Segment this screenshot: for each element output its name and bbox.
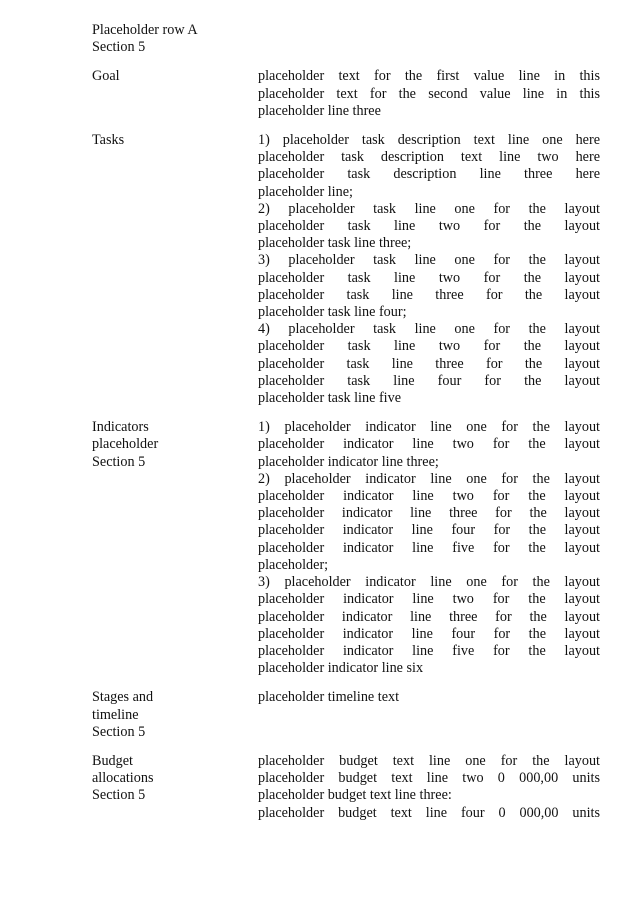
value-line: placeholder task line three; (258, 235, 412, 252)
row (92, 419, 600, 677)
row-label-line: Goal (92, 68, 120, 85)
value-line: placeholder task line two for the layout (258, 338, 600, 355)
value-line: placeholder indicator line five for the layout (258, 539, 600, 556)
value-line: 1) placeholder indicator line one for the layout (258, 419, 600, 436)
row-label (92, 132, 258, 407)
value-line: placeholder indicator line two for the layout (258, 591, 600, 608)
row-label (92, 22, 258, 56)
value-line: placeholder; (258, 556, 329, 573)
value-line: placeholder task line three for the layout (258, 286, 600, 303)
row-label-line: Section 5 (92, 787, 146, 804)
value-line: placeholder indicator line three for the layout (258, 608, 600, 625)
value-line: 4) placeholder task line one for the layout (258, 321, 600, 338)
value-line: placeholder task line four; (258, 304, 407, 321)
value-line: 3) placeholder indicator line one for the layout (258, 574, 600, 591)
row-value (258, 419, 600, 677)
value-line: placeholder indicator line two for the layout (258, 488, 600, 505)
value-line: placeholder task line three for the layout (258, 355, 600, 372)
value-line: placeholder text for the first value line in this (258, 68, 600, 85)
row-label-line: Budget (92, 752, 133, 769)
value-line: 2) placeholder indicator line one for the layout (258, 470, 600, 487)
value-line: placeholder indicator line four for the layout (258, 625, 600, 642)
value-line: 2) placeholder task line one for the layout (258, 200, 600, 217)
row-label-line: Stages and (92, 689, 154, 706)
row-label-line: placeholder (92, 436, 159, 453)
value-line: 1) placeholder task description text line one here (258, 132, 600, 149)
value-line: placeholder line; (258, 183, 353, 200)
value-line: placeholder text for the second value line in this (258, 85, 600, 102)
row-value (258, 132, 600, 407)
row-label-line: Section 5 (92, 39, 146, 56)
row-label-line: Indicators (92, 419, 149, 436)
value-line: placeholder task line four for the layout (258, 372, 600, 389)
row-value (258, 68, 600, 120)
row-label (92, 753, 258, 822)
value-line: placeholder indicator line six (258, 660, 424, 677)
row (92, 132, 600, 407)
value-line: placeholder indicator line three for the layout (258, 505, 600, 522)
row (92, 689, 600, 741)
value-line: placeholder timeline text (258, 689, 400, 706)
value-line: placeholder indicator line three; (258, 453, 439, 470)
value-line: placeholder indicator line four for the layout (258, 522, 600, 539)
value-line: placeholder budget text line four 0 000,00 units (258, 804, 600, 821)
value-line: placeholder task line two for the layout (258, 218, 600, 235)
row (92, 68, 600, 120)
value-line: placeholder indicator line five for the layout (258, 642, 600, 659)
value-line: 3) placeholder task line one for the layout (258, 252, 600, 269)
row-label-line: allocations (92, 770, 154, 787)
row-label-line: Section 5 (92, 723, 146, 740)
row (92, 22, 600, 56)
value-line: placeholder task description text line two here (258, 149, 600, 166)
document-body (92, 22, 600, 822)
row-label-line: Tasks (92, 132, 125, 149)
row-label-line: timeline (92, 706, 139, 723)
value-line: placeholder indicator line two for the layout (258, 436, 600, 453)
row-label (92, 689, 258, 741)
value-line: placeholder task line five (258, 390, 401, 407)
value-line: placeholder budget text line one for the layout (258, 752, 600, 769)
row-value (258, 753, 600, 822)
row (92, 753, 600, 822)
value-line: placeholder task line two for the layout (258, 269, 600, 286)
row-label-line: Placeholder row A (92, 22, 198, 38)
row-value (258, 689, 600, 741)
value-line: placeholder line three (258, 102, 381, 119)
row-label (92, 419, 258, 677)
row-label (92, 68, 258, 120)
row-value (258, 22, 600, 56)
row-label-line: Section 5 (92, 453, 146, 470)
value-line: placeholder budget text line three: (258, 787, 452, 804)
value-line: placeholder budget text line two 0 000,00 units (258, 770, 600, 787)
value-line: placeholder task description line three here (258, 166, 600, 183)
